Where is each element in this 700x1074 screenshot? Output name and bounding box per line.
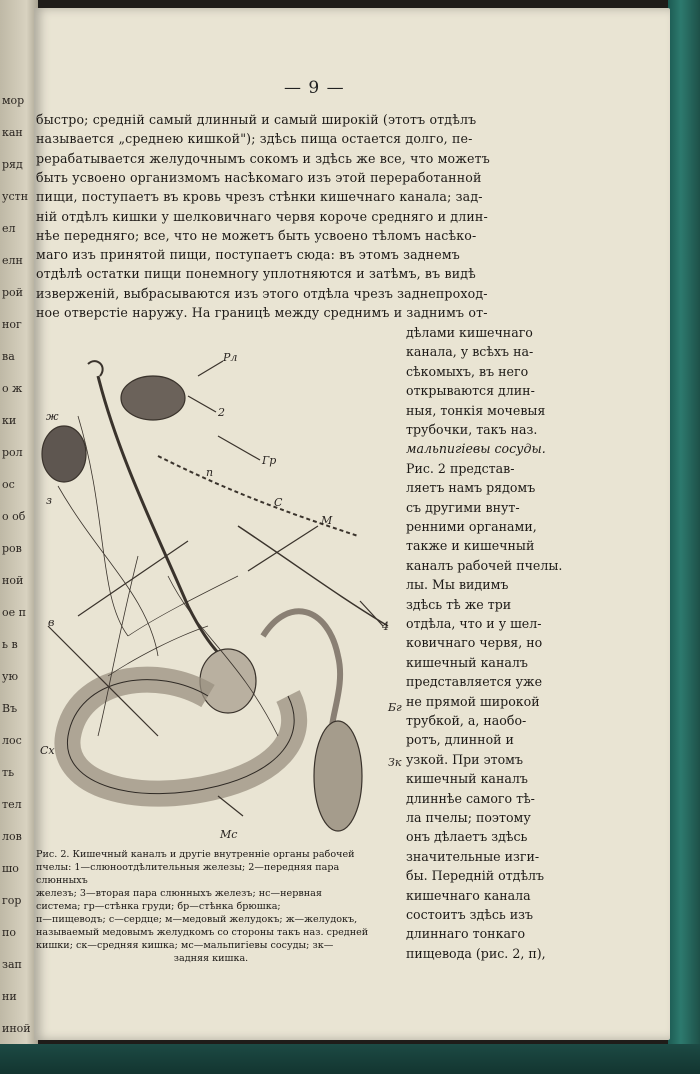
left-page-text-fragment: ва	[2, 350, 15, 363]
column-text-line: узкой. При этомъ	[406, 751, 523, 767]
book-cover-right	[668, 0, 700, 1074]
column-text-line: значительные изги-	[406, 848, 540, 864]
left-page-text-fragment: елн	[2, 254, 23, 267]
left-page-text-fragment: гор	[2, 894, 22, 907]
column-text-line: онъ дѣлаетъ здѣсь	[406, 829, 528, 845]
body-text-line: ній отдѣлъ кишки у шелковичнаго червя короче средняго и длин-	[36, 208, 488, 224]
caption-line: задняя кишка.	[173, 953, 249, 964]
body-text-line: быть усвоено организмомъ насѣкомаго изъ этой переработанной	[36, 169, 482, 185]
figure-label: Мс	[220, 828, 238, 841]
left-page-text-fragment: ть	[2, 766, 15, 779]
column-text-line: ла пчелы; поэтому	[406, 810, 531, 825]
column-text-line: ковичнаго червя, но	[406, 635, 543, 651]
column-text-line: дѣлами кишечнаго	[406, 325, 533, 340]
page-number: — 9 —	[284, 78, 345, 98]
salivary-gland-left	[42, 426, 86, 482]
figure-label: п	[206, 466, 214, 479]
body-text-line: пищи, поступаетъ въ кровь чрезъ стѣнки кишечнаго канала; зад-	[36, 189, 483, 205]
left-page-text-fragment: ной	[2, 574, 24, 587]
figure-label: 2	[218, 406, 225, 419]
column-text-line: трубочки, такъ наз.	[406, 422, 538, 437]
column-text-line: состоитъ здѣсь изъ	[406, 907, 534, 922]
column-text-line: канала, у всѣхъ на-	[406, 344, 534, 360]
esophagus	[98, 376, 233, 666]
column-text-line: ляетъ намъ рядомъ	[406, 480, 536, 496]
figure-label: Зк	[388, 756, 402, 769]
left-page-text-fragment: рол	[2, 446, 23, 459]
figure-label: Гр	[262, 454, 277, 467]
column-text-line: длиннѣе самого тѣ-	[406, 790, 535, 806]
figure-caption	[36, 848, 386, 965]
caption-line: п—пищеводъ; с—сердце; м—медовый желудокъ; ж—желудокъ,	[36, 914, 358, 925]
caption-line: система; гр—стѣнка груди; бр—стѣнка брюшка;	[36, 901, 281, 912]
hindgut	[314, 721, 362, 831]
left-page-text-fragment: кан	[2, 126, 23, 139]
column-text-line: Рис. 2 представ-	[406, 460, 515, 476]
column-text-line: сѣкомыхъ, въ него	[406, 363, 529, 379]
left-page-text-fragment: шо	[2, 862, 19, 875]
column-text-line: здѣсь тѣ же три	[406, 596, 512, 612]
column-text-line: бы. Передній отдѣлъ	[406, 868, 545, 884]
left-page-text-fragment: ую	[2, 670, 19, 683]
book-cover-bottom	[0, 1044, 700, 1074]
body-text-line: маго изъ принятой пищи, поступаетъ сюда: въ этомъ заднемъ	[36, 247, 460, 263]
body-text-line: изверженій, выбрасываются изъ этого отдѣла чрезъ заднепроход-	[36, 285, 488, 301]
left-page-text-fragment: о об	[2, 510, 26, 523]
left-page-text-fragment: ни	[2, 990, 17, 1003]
midgut-coil	[67, 680, 294, 794]
left-page-text-fragment: устн	[2, 190, 29, 203]
column-text-line: ныя, тонкія мочевыя	[406, 402, 546, 418]
body-text-line: нѣе передняго; все, что не можетъ быть усвоено тѣломъ насѣко-	[36, 227, 477, 243]
left-page-text-fragment: лов	[2, 830, 22, 843]
body-text-line: быстро; средній самый длинный и самый широкій (этотъ отдѣлъ	[36, 112, 477, 127]
column-text-line: ротъ, длинной и	[406, 732, 514, 748]
left-page-text-fragment: ое п	[2, 606, 26, 619]
figure-label: в	[48, 616, 55, 629]
left-page-text-fragment: ров	[2, 542, 22, 555]
column-text-line: представляется уже	[406, 674, 543, 690]
left-page-text-fragment: лос	[2, 734, 22, 747]
body-text-line: рерабатывается желудочнымъ сокомъ и здѣсь же все, что можетъ	[36, 150, 490, 166]
column-text-line: лы. Мы видимъ	[406, 577, 509, 593]
left-page-text-fragment: ног	[2, 318, 22, 331]
caption-line: пчелы: 1—слюноотдѣлительныя железы; 2—передняя пара слюнныхъ	[36, 862, 340, 886]
figure-label: М	[321, 514, 333, 527]
left-page-text-fragment: зап	[2, 958, 22, 971]
salivary-gland-right	[121, 376, 185, 420]
column-text-line: не прямой широкой	[406, 693, 540, 709]
column-text-line: каналъ рабочей пчелы.	[406, 557, 563, 573]
bee-digestive-figure	[38, 336, 400, 846]
left-page-text-fragment: рой	[2, 286, 23, 299]
left-page-text-fragment: о ж	[2, 382, 23, 395]
figure-label: С	[274, 496, 283, 509]
body-text-line: называется „среднею кишкой"); здѣсь пища остается долго, пе-	[36, 131, 473, 147]
column-text-line: ренними органами,	[406, 519, 537, 534]
column-text-line: мальпигіевы сосуды.	[406, 441, 546, 457]
left-page-text-fragment: ь в	[2, 638, 18, 651]
left-page-text-fragment: ос	[2, 478, 15, 491]
caption-line: называемый медовымъ желудкомъ со стороны такъ наз. средней	[36, 927, 369, 938]
left-page-text-fragment: мор	[2, 94, 25, 107]
column-text-line: отдѣла, что и у шел-	[406, 616, 542, 631]
figure-label: Бг	[388, 701, 402, 714]
left-page-text-fragment: ки	[2, 414, 17, 427]
body-text-line: отдѣлѣ остатки пищи понемногу уплотняются и затѣмъ, въ видѣ	[36, 266, 476, 282]
column-text-line: также и кишечный	[406, 538, 535, 554]
left-page-text-fragment: тел	[2, 798, 22, 811]
left-page-text-fragment: ел	[2, 222, 16, 235]
column-text-line: открываются длин-	[406, 383, 535, 399]
left-page-text-fragment: Въ	[2, 702, 18, 715]
caption-line: железъ; 3—вторая пара слюнныхъ железъ; нс—нервная	[36, 888, 322, 899]
figure-label: 4	[382, 620, 389, 633]
column-text-line: длиннаго тонкаго	[406, 926, 526, 942]
caption-line: кишки; ск—средняя кишка; мс—мальпигіевы сосуды; зк—	[36, 940, 334, 951]
column-text-line: трубкой, а, наобо-	[406, 713, 527, 728]
left-page-edge	[0, 0, 38, 1044]
figure-label: ж	[46, 410, 59, 423]
column-text-line: пищевода (рис. 2, п),	[406, 945, 546, 961]
body-text-line: ное отверстіе наружу. На границѣ между среднимъ и заднимъ от-	[36, 305, 488, 320]
column-text-line: кишечный каналъ	[406, 771, 528, 787]
book-page	[34, 8, 670, 1040]
caption-line: Рис. 2. Кишечный каналъ и другіе внутренніе органы рабочей	[36, 849, 355, 860]
figure-label: Рл	[223, 351, 238, 364]
column-text-line: съ другими внут-	[406, 499, 520, 515]
column-text-line: кишечнаго канала	[406, 887, 531, 903]
figure-label: з	[46, 494, 52, 507]
left-page-text-fragment: иной	[2, 1022, 31, 1035]
column-text-line: кишечный каналъ	[406, 654, 528, 670]
left-page-text-fragment: по	[2, 926, 16, 939]
figure-label: Сх	[40, 744, 55, 757]
left-page-text-fragment: ряд	[2, 158, 23, 171]
